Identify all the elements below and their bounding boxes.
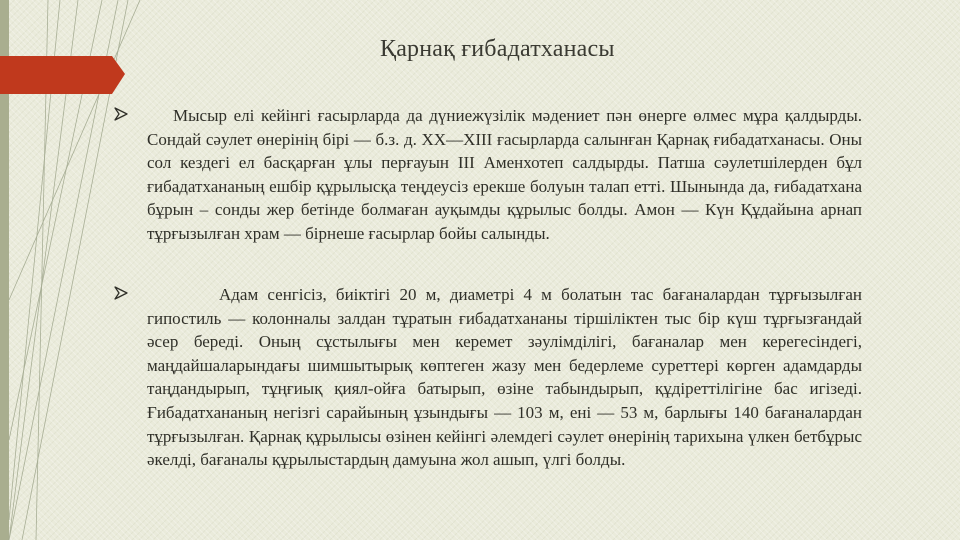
bullet-item-2 (114, 283, 862, 472)
arrow-bullet-icon (114, 286, 128, 300)
bullet-text-2: Адам сенгісіз, биіктігі 20 м, диаметрі 4 м болатын тас бағаналардан тұрғызылған гипостиль — колонналы залдан тұратын ғибадатхананы тіршіліктен тыс бір күш тұрғызғандай әсер береді. Оның сұстылығы мен керемет зәулімділігі, бағаналар мен керегесіндегі, маңдайшаларындағы шимшытырық көптеген жазу мен бедерлеме суреттері көрген адамдарды таңдандырып, тұңғиық қиял-ойға батырып, өзіне табындырып, құдіреттілігіне бас игізеді. Ғибадатхананың негізгі сарайының ұзындығы — 103 м, ені — 53 м, барлығы 140 бағаналардан тұрғызылған. Қарнақ құрылысы өзінен кейінгі әлемдегі сәулет өнерінің тарихына үлкен бетбұрыс әкелді, бағаналы құрылыстардың дамуына жол ашып, үлгі болды. (147, 285, 862, 470)
slide-title: Қарнақ ғибадатханасы (380, 36, 615, 62)
left-decorative-stripe (0, 0, 9, 540)
bullet-text-1: Мысыр елі кейінгі ғасырларда да дүниежүзілік мәдениет пән өнерге өлмес мұра қалдырды. Сондай сәулет өнерінің бірі — б.з. д. XX—XIII ғасырларда салынған Қарнақ ғибадатханасы. Оны сол кездегі ел басқарған ұлы перғауын III Аменхотеп салдырды. Патша сәулетшілерден бұл ғибадатхананың ешбір құрылысқа теңдеусіз ерекше болуын талап етті. Шынында да, ғибадатхана бұрын – сонды жер бетінде болмаған ауқымды құрылыс болды. Амон — Күн Құдайына арнап тұрғызылған храм — бірнеше ғасырлар бойы салынды. (147, 106, 862, 243)
accent-banner (0, 56, 125, 94)
arrow-bullet-icon (114, 107, 128, 121)
bullet-item-1 (114, 104, 862, 246)
